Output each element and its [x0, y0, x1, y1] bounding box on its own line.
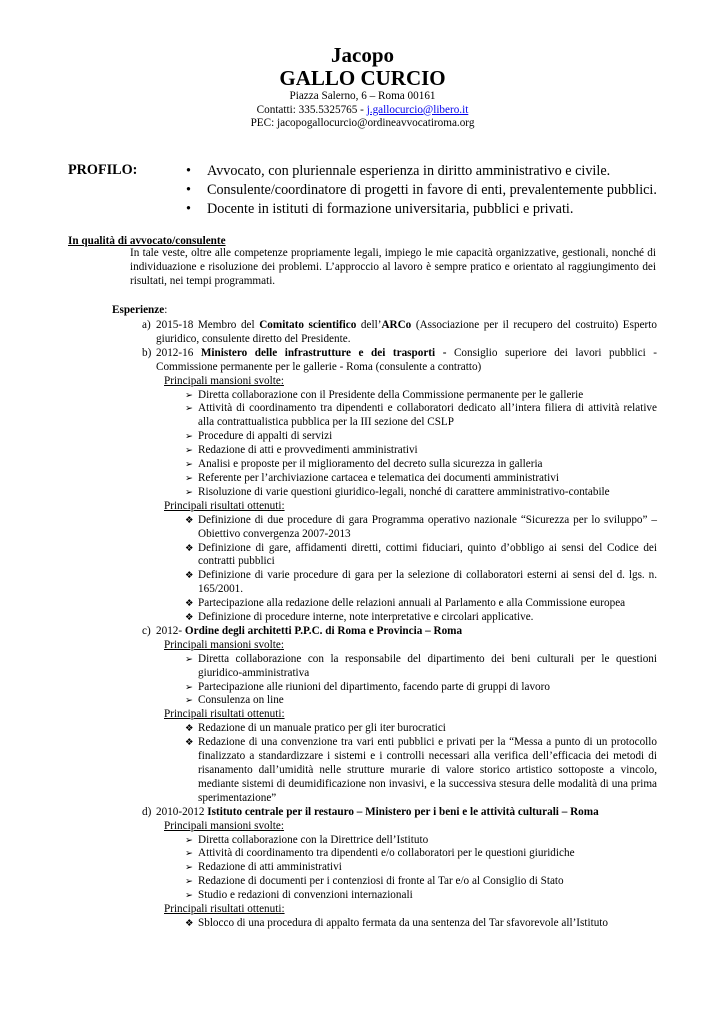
- first-name: Jacopo: [331, 43, 394, 67]
- task-item: ➢ Analisi e proposte per il miglioramento del decreto sulla sicurezza in galleria: [185, 458, 657, 472]
- result-item: ❖ Definizione di procedure interne, note interpretative e circolari applicative.: [185, 611, 657, 625]
- task-item: ➢ Redazione di atti e provvedimenti amministrativi: [185, 444, 657, 458]
- experience-text-part: Consiglio superiore dei lavori pubblici - Commissione permanente per le gallerie - Roma (consulente a contratto): [156, 346, 657, 373]
- profilo-item: • Docente in istituti di formazione universitaria, pubblici e privati.: [186, 200, 657, 219]
- result-item: ❖ Definizione di gare, affidamenti diretti, cottimi fiduciari, quinto d’obbligo ai sensi del Codice dei contratti pubblici: [185, 542, 657, 570]
- experience-text-part: 2012-: [156, 624, 185, 637]
- last-name: GALLO CURCIO: [279, 66, 446, 90]
- profilo-item: • Avvocato, con pluriennale esperienza in diritto amministrativo e civile.: [186, 162, 657, 181]
- experience-text: [156, 806, 657, 820]
- address: Piazza Salerno, 6 – Roma 00161: [289, 90, 436, 102]
- experience-text: [156, 625, 657, 639]
- task-item: ➢ Consulenza on line: [185, 694, 657, 708]
- task-item: ➢ Referente per l’archiviazione cartacea e telematica dei documenti amministrativi: [185, 472, 657, 486]
- result-item: ❖ Definizione di varie procedure di gara per la selezione di collaboratori esterni ai sensi del d. lgs. n. 165/2001.: [185, 569, 657, 597]
- experience-text-part: 2015-18 Membro del: [156, 319, 260, 331]
- task-item: ➢ Risoluzione di varie questioni giuridico-legali, nonché di carattere amministrativo-contabile: [185, 486, 657, 500]
- experience-letter: d): [142, 805, 152, 818]
- task-item: ➢ Procedure di appalti di servizi: [185, 430, 657, 444]
- section-intro: In tale veste, oltre alle competenze propriamente legali, impiego le mie capacità organizzative, gestionali, nonché di individuazione e risoluzione dei problemi. L’approccio al lavoro è sempre pratico e orientato al raggiungimento dei risultati, nei tempi programmati.: [130, 247, 656, 287]
- experience-letter: a): [142, 319, 151, 331]
- tasks-list: [185, 389, 657, 500]
- contacts-phone: Contatti: 335.5325765 -: [256, 103, 367, 116]
- results-label: Principali risultati ottenuti:: [164, 903, 285, 916]
- tasks-label: Principali mansioni svolte:: [164, 374, 284, 387]
- experience-org: Istituto centrale per il restauro – Ministero per i beni e le attività culturali – Roma: [207, 805, 599, 818]
- esperienze-label-text: Esperienze: [112, 304, 165, 316]
- experience-text-part: 2010-2012: [156, 805, 208, 818]
- esperienze-label: [112, 304, 167, 318]
- results-list: [185, 514, 657, 625]
- experience-org-acronym: ARCo: [381, 319, 412, 331]
- results-label: Principali risultati ottenuti:: [164, 499, 285, 512]
- task-item: ➢ Attività di coordinamento tra dipendenti e collaboratori dedicato all’intera filiera di attività relative alla contrattualistica pubblica per la III sezione del CSLP: [185, 402, 657, 430]
- task-item: ➢ Diretta collaborazione con il Presidente della Commissione permanente per le gallerie: [185, 389, 657, 403]
- cv-header: [0, 44, 725, 131]
- experience-text-part: 2012-16: [156, 346, 201, 359]
- experience-b: [142, 347, 657, 625]
- tasks-label: Principali mansioni svolte:: [164, 638, 284, 651]
- profilo-item: • Consulente/coordinatore di progetti in favore di enti, prevalentemente pubblici.: [186, 181, 657, 200]
- tasks-label-text: Principali mansioni svolte: [164, 638, 281, 651]
- tasks-list: [185, 834, 657, 904]
- result-item: ❖ Partecipazione alla redazione delle relazioni annuali al Parlamento e alla Commissione europea: [185, 597, 657, 611]
- task-item: ➢ Diretta collaborazione con la Direttrice dell’Istituto: [185, 834, 657, 848]
- results-list: [185, 917, 657, 931]
- experience-org: Ministero delle infrastrutture e dei trasporti -: [200, 346, 447, 359]
- result-item: ❖ Redazione di un manuale pratico per gli iter burocratici: [185, 722, 657, 736]
- task-item: ➢ Partecipazione alle riunioni del dipartimento, facendo parte di gruppi di lavoro: [185, 681, 657, 695]
- results-label-text: Principali risultati ottenuti: [164, 903, 282, 916]
- results-label: Principali risultati ottenuti:: [164, 708, 285, 721]
- experience-org: Ordine degli architetti P.P.C. di Roma e Provincia – Roma: [184, 624, 463, 637]
- experience-a: [142, 319, 657, 347]
- section-title: In qualità di avvocato/consulente: [68, 235, 226, 247]
- experience-letter: c): [142, 624, 151, 637]
- task-item: ➢ Attività di coordinamento tra dipendenti e/o collaboratori per le questioni giuridiche: [185, 847, 657, 861]
- email-link[interactable]: j.gallocurcio@libero.it: [366, 103, 469, 116]
- result-item: ❖ Sblocco di una procedura di appalto fermata da una sentenza del Tar sfavorevole all’Istituto: [185, 917, 657, 931]
- results-list: [185, 722, 657, 805]
- tasks-list: [185, 653, 657, 709]
- experience-d: [142, 806, 657, 931]
- pec-line: PEC: jacopogallocurcio@ordineavvocatiroma.org: [250, 117, 475, 129]
- esperienze-colon: :: [164, 304, 168, 316]
- experience-letter: b): [142, 346, 152, 359]
- task-item: ➢ Diretta collaborazione con la responsabile del dipartimento dei beni culturali per le questioni giuridico-amministrativa: [185, 653, 657, 681]
- tasks-label-text: Principali mansioni svolte: [164, 819, 281, 832]
- task-item: ➢ Redazione di documenti per i contenziosi di fronte al Tar e/o al Consiglio di Stato: [185, 875, 657, 889]
- contacts-line: [0, 104, 725, 118]
- experience-c: [142, 625, 657, 806]
- result-item: ❖ Redazione di una convenzione tra vari enti pubblici e privati per la “Messa a punto di un protocollo finalizzato a standardizzare i sistemi e i controlli necessari alla verifica dell’efficacia dei metodi di risanamento dall’umidità nelle strutture murarie di valore storico artistico sottoposte a vincolo, mediante sistemi di deumidificazione non invasivi, e la successiva stesura delle modalità di una prima sperimentazione”: [185, 736, 657, 806]
- experience-text: [156, 347, 657, 375]
- tasks-label-text: Principali mansioni svolte: [164, 374, 281, 387]
- profilo-list: [186, 162, 657, 219]
- task-item: ➢ Studio e redazioni di convenzioni internazionali: [185, 889, 657, 903]
- task-item: ➢ Redazione di atti amministrativi: [185, 861, 657, 875]
- tasks-label: Principali mansioni svolte:: [164, 819, 284, 832]
- experience-text-part: dell’: [356, 319, 382, 331]
- results-label-text: Principali risultati ottenuti: [164, 708, 282, 721]
- result-item: ❖ Definizione di due procedure di gara Programma operativo nazionale “Sicurezza per lo sviluppo” – Obiettivo convergenza 2007-2013: [185, 514, 657, 542]
- profilo-label: PROFILO:: [68, 162, 138, 178]
- experience-org: Comitato scientifico: [259, 319, 357, 331]
- experience-list: [142, 319, 657, 931]
- experience-text-part: (Associazione per il recupero del costruito) Esperto giuridico, consulente diretto del Presidente.: [156, 319, 657, 345]
- results-label-text: Principali risultati ottenuti: [164, 499, 282, 512]
- experience-text: [156, 319, 657, 347]
